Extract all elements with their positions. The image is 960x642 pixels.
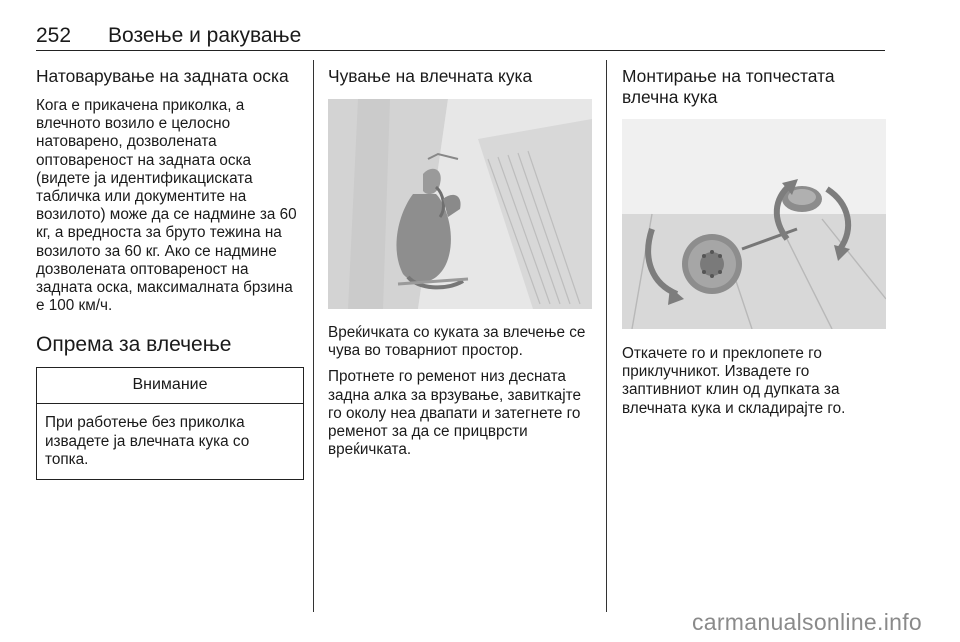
warning-box (36, 367, 304, 480)
warning-text: При работење без приколка извадете ја влечната кука со топка. (45, 414, 250, 468)
towbar-mounting-illustration (622, 119, 886, 329)
warning-title: Внимание (37, 368, 303, 404)
storage-heading: Чување на влечната кука (328, 66, 533, 86)
column-divider (313, 60, 314, 612)
rear-axle-heading: Натоварување на задната оска (36, 66, 289, 86)
column-3 (622, 66, 886, 418)
section-title: Возење и ракување (108, 24, 302, 47)
page-number: 252 (36, 24, 72, 47)
mounting-caption: Откачете го и преклопете го приклучникот. Извадете го заптивниот клин од дупката за влечната кука и складирајте го. (622, 345, 846, 417)
storage-caption-2: Протнете го ременот низ десната задна алка за врзување, завиткајте го околу неа двапати и затегнете го ременот за да се прицврсти вреќичката. (328, 368, 581, 459)
watermark: carmanualsonline.info (691, 609, 922, 635)
column-1 (36, 66, 304, 480)
page-header (36, 20, 885, 51)
column-divider (606, 60, 607, 612)
storage-caption-1: Вреќичката со куката за влечење се чува во товарниот простор. (328, 324, 586, 360)
towing-equipment-heading: Опрема за влечење (36, 333, 232, 357)
mounting-heading: Монтирање на топчестата влечна кука (622, 66, 835, 107)
rear-axle-text: Кога е прикачена приколка, а влечното возило е целосно натоварено, дозволената оптовареност на задната оска (видете ја идентификациската табличка или документите на возилото) може да се надмине за 60 кг, а вредноста за бруто тежина на возилото за 60 кг. Ако се надмине дозволената оптовареност на задната оска, максималната брзина е 100 км/ч. (36, 97, 297, 315)
towbar-storage-illustration (328, 99, 592, 309)
column-2 (328, 66, 594, 459)
